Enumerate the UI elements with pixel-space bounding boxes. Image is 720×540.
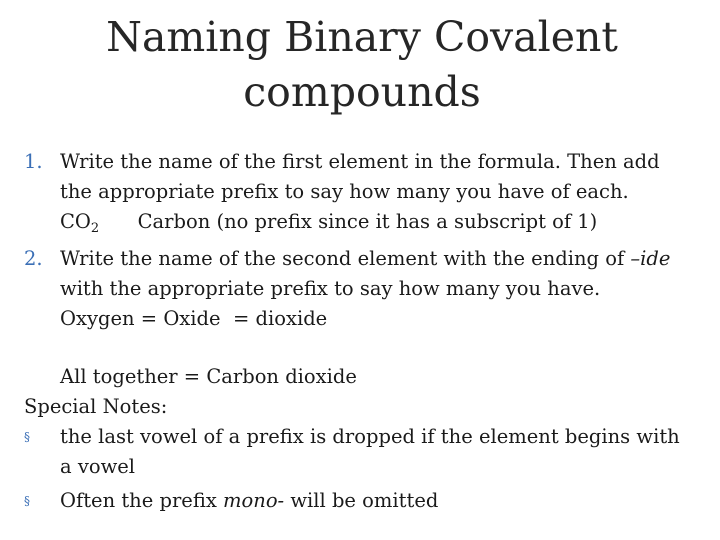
all-together: All together = Carbon dioxide [60, 365, 357, 388]
note-1 [24, 422, 714, 452]
slide-body [24, 147, 714, 516]
step-2-line-1 [60, 244, 714, 274]
note-1-line-1: the last vowel of a prefix is dropped if the element begins with [60, 425, 680, 448]
special-notes-heading: Special Notes: [24, 395, 168, 418]
step-1-line-1: Write the name of the first element in the formula. Then add [60, 150, 660, 173]
ide-suffix: –ide [630, 247, 671, 270]
step-1-example-text: Carbon (no prefix since it has a subscript of 1) [137, 210, 598, 233]
mono-prefix: mono- [223, 489, 285, 512]
formula-main: CO [60, 210, 91, 233]
note-1-line-2: a vowel [60, 455, 136, 478]
bullet-icon: § [24, 494, 30, 508]
step-1-number: 1. [24, 150, 43, 173]
slide-title [0, 10, 720, 120]
step-2-number: 2. [24, 247, 43, 270]
step-2-line-1-text: Write the name of the second element with the ending of [60, 247, 631, 270]
note-2-post: will be omitted [284, 489, 439, 512]
note-2-pre: Often the prefix [60, 489, 224, 512]
note-2 [24, 486, 714, 516]
step-2-line-2: with the appropriate prefix to say how many you have. [60, 277, 601, 300]
bullet-icon: § [24, 430, 30, 444]
step-1-line-2: the appropriate prefix to say how many you have of each. [60, 180, 629, 203]
step-1-example [24, 207, 714, 244]
formula [60, 210, 100, 236]
step-1 [24, 147, 714, 177]
step-2-example: Oxygen = Oxide = dioxide [60, 307, 328, 330]
note-2-text [60, 486, 714, 516]
step-2 [24, 244, 714, 274]
title-line-1: Naming Binary Covalent [106, 13, 618, 61]
formula-subscript: 2 [90, 221, 100, 236]
title-line-2: compounds [243, 68, 481, 116]
